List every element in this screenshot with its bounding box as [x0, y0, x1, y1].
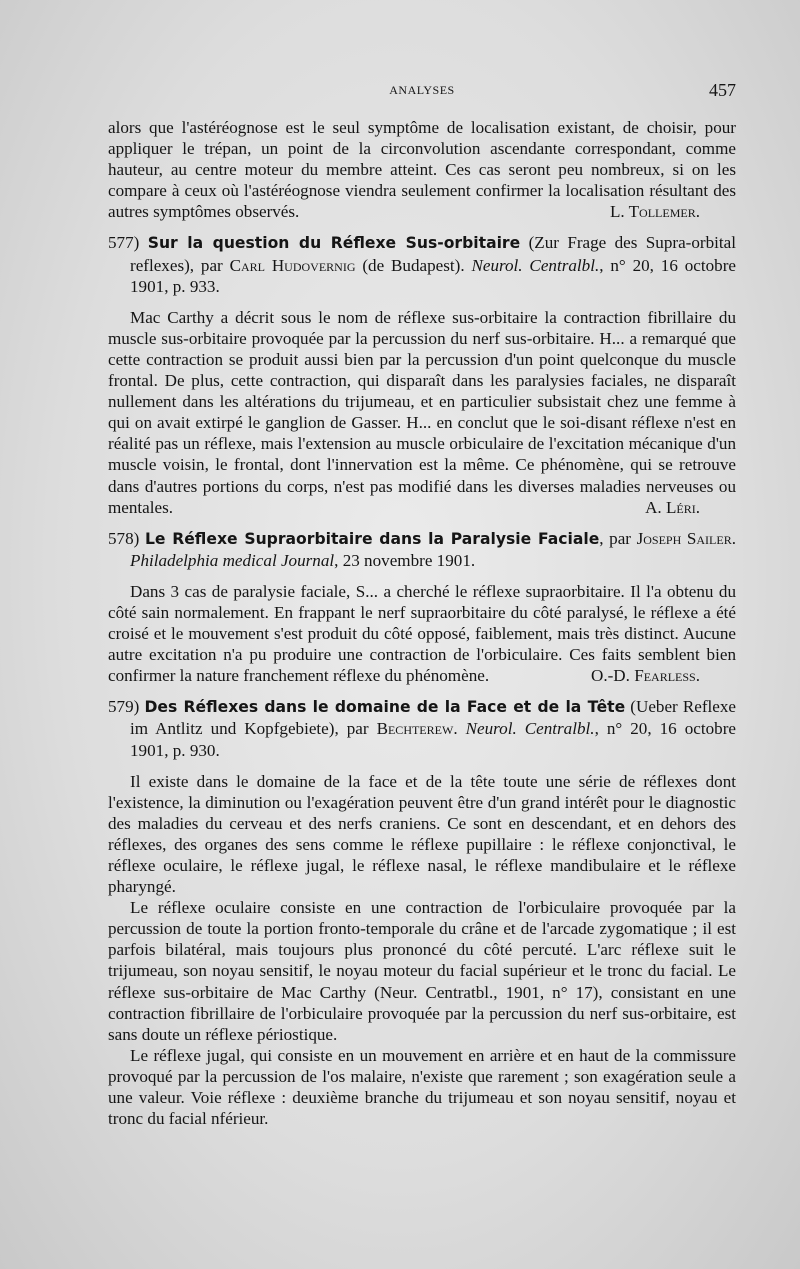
intro-signature: L. Tollemer.: [609, 202, 700, 222]
entry-title: Sur la question du Réflexe Sus-orbitaire: [147, 234, 521, 253]
paragraph-text: Dans 3 cas de paralysie faciale, S... a cherché le réflexe supraorbitaire. Il l'a obtenu du côté sain normalement. En frappant le nerf supraorbitaire du côté paralysé, le réflexe a été croisé et le mouvement s'est produit du côté opposé, faiblement, mais très distinct. Aucune autre excitation n'a pu produire une contraction de l'orbiculaire. Ces faits semblent bien confirmer la nature franchement réflexe du phénomène.: [108, 581, 736, 686]
citation-text: .: [453, 719, 466, 739]
intro-text: alors que l'astéréognose est le seul symptôme de localisation existant, de choisir, pour appliquer le trépan, un point de la circonvolution ascendante correspondant, comme hauteur, au centre moteur du membre atteint. Ces cas seront peu nombreux, si on les compare à ceux où l'astéréognose viendra seulement confirmer la localisation résultant des autres symptômes observés.: [108, 118, 736, 222]
citation-text: , n° 20, 16 octobre 1901, p. 933.: [130, 255, 736, 296]
paragraph-text: Mac Carthy a décrit sous le nom de réflexe sus-orbitaire la contraction fibrillaire du muscle sus-orbitaire provoquée par la percussion du nerf sus-orbitaire. H... a remarqué que cette contraction se produit aussi bien par la percussion d'un point quelconque du muscle frontal. De plus, cette contraction, qui disparaît dans les paralysies faciales, ne disparaît nullement dans les altérations du trijumeau, et en particulier subsistait chez une femme à qui on avait extirpé le ganglion de Gasser. H... en conclut que le soi-disant réflexe n'est en réalité pas un réflexe, mais l'extension au muscle orbiculaire de l'excitation mécanique d'un muscle voisin, le frontal, dont l'innervation est la même. Ce phénomène, qui se retrouve dans d'autres portions du corps, n'est pas modifié dans les diverses maladies nerveuses ou mentales.: [108, 307, 736, 517]
entry-578-signature: O.-D. Fearless.: [591, 666, 700, 686]
citation-text: .: [731, 528, 736, 548]
journal-name: Philadelphia medical Journal: [130, 550, 335, 570]
entry-579-heading: [108, 696, 736, 760]
running-head: ANALYSES: [389, 83, 455, 97]
author-name: Bechterew: [376, 719, 454, 739]
entry-578-heading: [108, 528, 736, 571]
entry-577-signature: A. Léri.: [645, 497, 700, 517]
citation-text: (Zur Frage des Supra-orbital reflexes), par: [130, 233, 736, 275]
page-number: 457: [709, 80, 736, 100]
page-header: [108, 80, 736, 104]
entry-title: Des Réflexes dans le domaine de la Face et de la Tête: [144, 698, 626, 717]
citation-text: (Ueber Reflexe im Antlitz und Kopfgebiete), par: [130, 697, 736, 739]
citation-text: , par: [599, 528, 637, 548]
page-body: [108, 117, 736, 1129]
journal-name: Neurol. Centralbl.: [471, 255, 600, 275]
entry-number: 578): [108, 528, 140, 548]
entry-577-paragraph: [108, 307, 736, 518]
entry-579-paragraph-2: Le réflexe oculaire consiste en une contraction de l'orbiculaire provoquée par la percussion de toute la portion fronto-temporale du crâne et de l'arcade zygomatique ; il est parfois bilatéral, mais toujours plus prononcé du côté percuté. L'arc réflexe suit le trijumeau, son noyau sensitif, le noyau moteur du facial supérieur et le tronc du facial. Le réflexe sus-orbitaire de Mac Carthy (Neur. Centratbl., 1901, n° 17), consistant en une contraction fibrillaire de l'orbiculaire provoquée par la percussion du nerf sus-orbitaire, est sans doute un réflexe périostique.: [108, 898, 736, 1044]
citation-text: (de Budapest).: [355, 255, 472, 275]
entry-579-paragraph-3: Le réflexe jugal, qui consiste en un mouvement en arrière et en haut de la commissure provoqué par la percussion de l'os malaire, n'existe que rarement ; son exagération seule a une valeur. Voie réflexe : deuxième branche du trijumeau et son noyau sensitif, noyau et tronc du facial nférieur.: [108, 1045, 736, 1129]
entry-title: Le Réflexe Supraorbitaire dans la Paralysie Faciale: [144, 529, 600, 548]
intro-paragraph: [108, 117, 736, 222]
entry-578-paragraph: [108, 581, 736, 686]
citation-text: , n° 20, 16 octobre 1901, p. 930.: [130, 719, 737, 760]
journal-name: Neurol. Centralbl.: [465, 719, 595, 739]
author-name: Carl Hudovernig: [229, 255, 356, 275]
entry-577-heading: [108, 232, 736, 296]
author-name: Joseph Sailer: [636, 528, 732, 548]
entry-number: 577): [108, 233, 140, 253]
citation-text: , 23 novembre 1901.: [334, 550, 476, 570]
entry-579-paragraph-1: Il existe dans le domaine de la face et de la tête toute une série de réflexes dont l'existence, la diminution ou l'exagération peuvent être d'un grand intérêt pour le diagnostic des maladies du cerveau et des nerfs craniens. Ce sont en descendant, et en dehors des réflexes, des organes des sens comme le réflexe pupillaire : le réflexe conjonctival, le réflexe oculaire, le réflexe jugal, le réflexe nasal, le réflexe mandibulaire et le réflexe pharyngé.: [108, 771, 736, 897]
entry-number: 579): [108, 697, 140, 717]
